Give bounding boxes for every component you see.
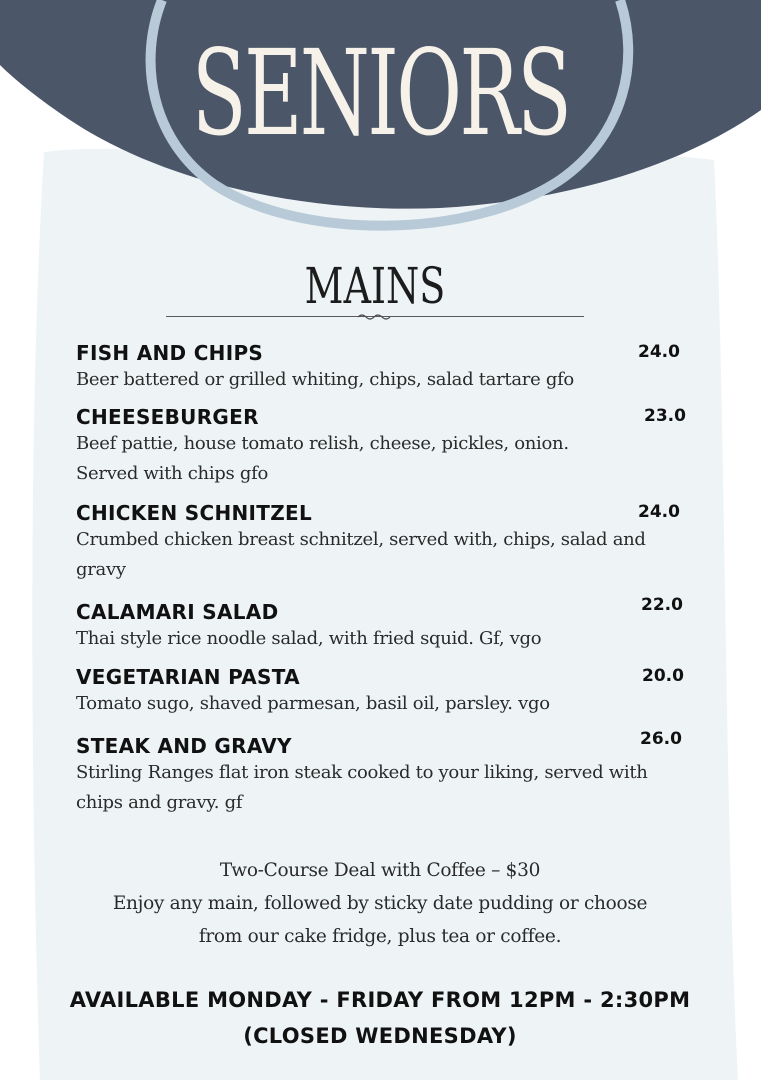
item-description: Tomato sugo, shaved parmesan, basil oil, parsley. vgo (76, 693, 550, 714)
availability-note (40, 982, 720, 1054)
availability-line: AVAILABLE MONDAY - FRIDAY FROM 12PM - 2:30PM (69, 988, 691, 1012)
item-price: 24.0 (638, 342, 680, 362)
section-title: MAINS (304, 257, 446, 315)
item-description: Beer battered or grilled whiting, chips, salad tartare gfo (76, 369, 574, 390)
item-name: FISH AND CHIPS (76, 341, 264, 365)
item-name: VEGETARIAN PASTA (76, 665, 300, 689)
deal-line: Two-Course Deal with Coffee – $30 (219, 860, 541, 881)
item-description: Beef pattie, house tomato relish, cheese, pickles, onion. Served with chips gfo (76, 433, 569, 484)
deal-line: Enjoy any main, followed by sticky date pudding or choose (112, 893, 648, 914)
availability-line: (CLOSED WEDNESDAY) (243, 1024, 517, 1048)
item-description: Crumbed chicken breast schnitzel, served with, chips, salad and gravy (76, 529, 646, 580)
item-price: 23.0 (644, 406, 686, 426)
item-description: Thai style rice noodle salad, with fried squid. Gf, vgo (76, 628, 542, 649)
page-title: SENIORS (191, 24, 570, 162)
item-description: Stirling Ranges flat iron steak cooked to your liking, served with chips and gravy. gf (76, 762, 648, 813)
deal-line: from our cake fridge, plus tea or coffee. (198, 926, 562, 947)
item-name: CHICKEN SCHNITZEL (76, 501, 313, 525)
deal-description (60, 854, 700, 953)
item-name: CALAMARI SALAD (76, 600, 279, 624)
item-price: 20.0 (642, 666, 684, 686)
item-price: 24.0 (638, 502, 680, 522)
item-price: 22.0 (641, 595, 683, 615)
squiggle-ornament-icon (356, 313, 396, 321)
item-name: STEAK AND GRAVY (76, 734, 292, 758)
item-name: CHEESEBURGER (76, 405, 259, 429)
item-price: 26.0 (640, 729, 682, 749)
